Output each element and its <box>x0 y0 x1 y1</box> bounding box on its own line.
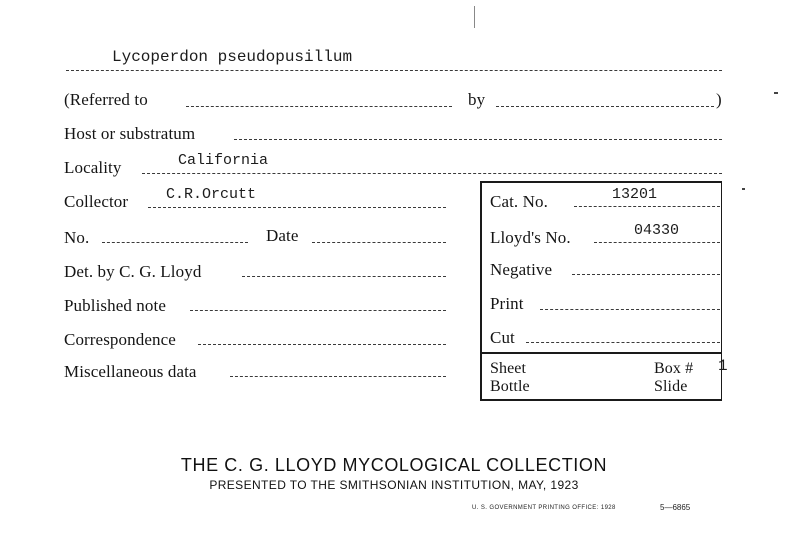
box-frame-top <box>480 181 722 183</box>
collector-value: C.R.Orcutt <box>166 186 257 203</box>
host-label: Host or substratum <box>64 124 196 143</box>
print-label: Print <box>490 294 524 313</box>
lloyds-no-label: Lloyd's No. <box>490 228 571 247</box>
scan-mark <box>742 188 745 190</box>
det-label: Det. by C. G. Lloyd <box>64 262 202 281</box>
box-frame-left <box>480 181 482 401</box>
negative-line <box>572 274 720 275</box>
scan-mark <box>774 92 778 94</box>
sheet-label: Sheet <box>490 360 527 377</box>
cat-no-label: Cat. No. <box>490 192 548 211</box>
misc-line <box>230 376 446 377</box>
lloyds-no-value: 04330 <box>634 222 680 239</box>
box-number-value: 1 <box>718 357 728 375</box>
cat-no-value: 13201 <box>612 186 658 203</box>
collector-label: Collector <box>64 192 129 211</box>
det-line <box>242 276 446 277</box>
by-label: by <box>468 90 486 109</box>
form-number: 5—6865 <box>660 503 691 512</box>
lloyds-no-line <box>594 242 720 243</box>
locality-label: Locality <box>64 158 122 177</box>
date-label: Date <box>266 226 299 245</box>
collector-line <box>148 207 446 208</box>
specimen-name: Lycoperdon pseudopusillum <box>112 48 353 66</box>
cat-no-line <box>574 206 720 207</box>
cut-label: Cut <box>490 328 515 347</box>
bottle-label: Bottle <box>490 378 530 395</box>
presented-line: PRESENTED TO THE SMITHSONIAN INSTITUTION, MAY, 1923 <box>209 478 579 492</box>
no-line <box>102 242 248 243</box>
cut-line <box>526 342 720 343</box>
date-line <box>312 242 446 243</box>
box-divider <box>480 352 722 354</box>
box-number-label: Box # <box>654 360 694 377</box>
box-frame-bottom <box>480 399 722 401</box>
collection-title: THE C. G. LLOYD MYCOLOGICAL COLLECTION <box>180 455 608 475</box>
close-paren: ) <box>716 90 722 109</box>
name-underline <box>66 70 722 71</box>
referred-to-label: (Referred to <box>64 90 148 109</box>
locality-value: California <box>178 152 269 169</box>
print-line <box>540 309 720 310</box>
correspondence-label: Correspondence <box>64 330 176 349</box>
no-label: No. <box>64 228 90 247</box>
host-line <box>234 139 722 140</box>
negative-label: Negative <box>490 260 553 279</box>
locality-line <box>142 173 722 174</box>
referred-to-line <box>186 106 452 107</box>
correspondence-line <box>198 344 446 345</box>
by-line <box>496 106 714 107</box>
published-label: Published note <box>64 296 166 315</box>
slide-label: Slide <box>654 378 688 395</box>
misc-label: Miscellaneous data <box>64 362 197 381</box>
published-line <box>190 310 446 311</box>
printing-office-line: U. S. GOVERNMENT PRINTING OFFICE: 1928 <box>472 505 616 511</box>
scan-mark <box>474 6 475 28</box>
